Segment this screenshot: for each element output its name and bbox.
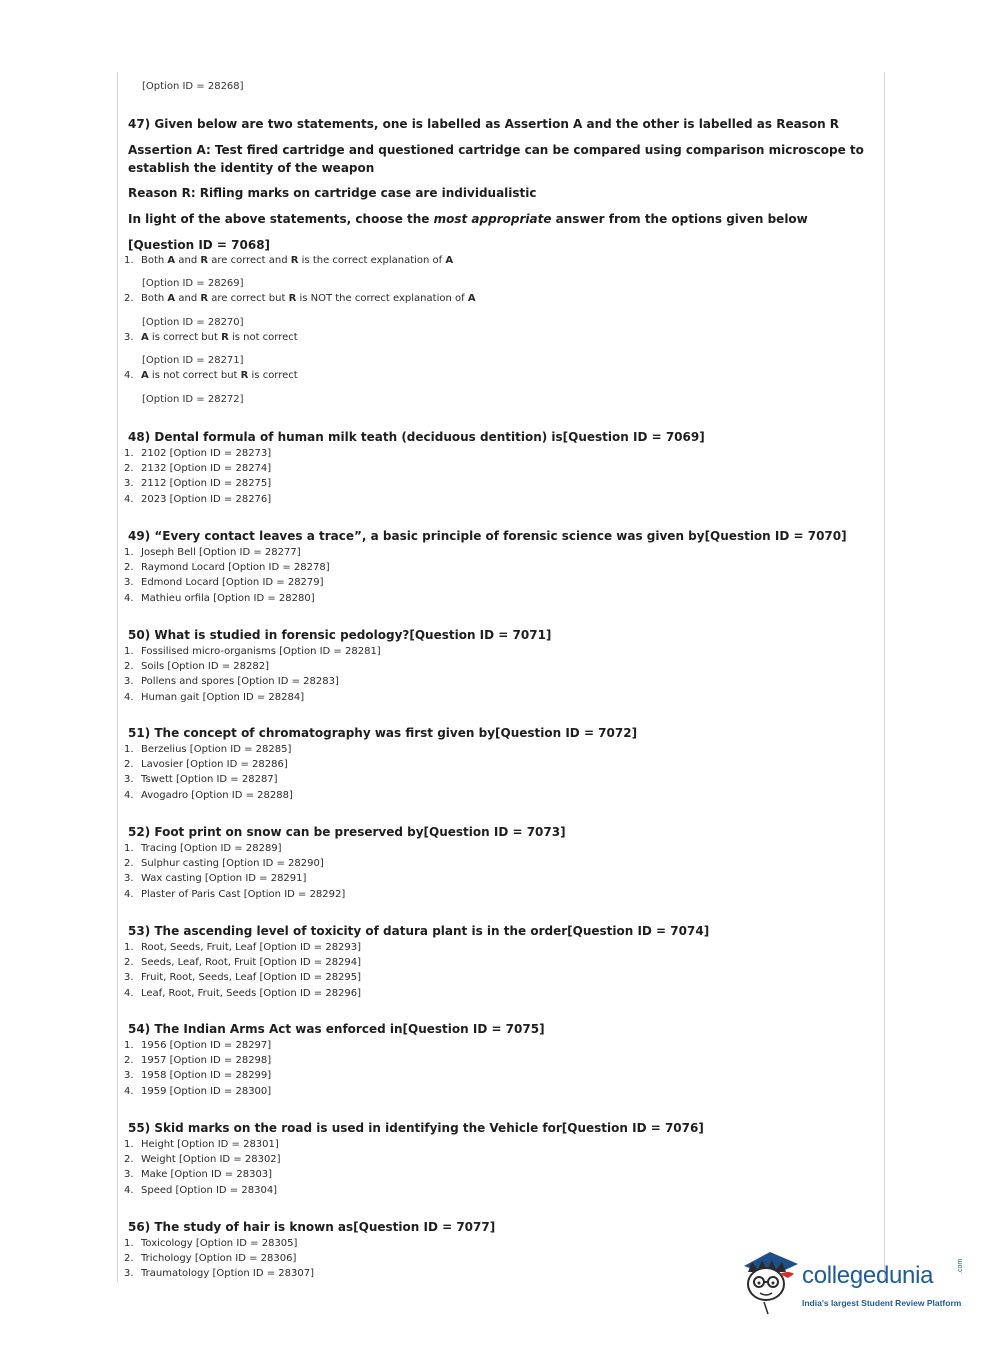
option-item: 1. 1956 [Option ID = 28297] (124, 1040, 272, 1051)
page-right-rule (884, 72, 885, 1282)
option-item: 4. 1959 [Option ID = 28300] (124, 1085, 272, 1097)
question-id: [Question ID = 7068] (128, 238, 271, 252)
option-item: 2. Soils [Option ID = 28282] (124, 661, 269, 673)
question-56-heading: 56) The study of hair is known as[Question ID = 7077] (128, 1220, 496, 1234)
option-item: 4. Leaf, Root, Fruit, Seeds [Option ID = 28296] (124, 987, 362, 999)
brand-domain: .com (957, 1258, 964, 1274)
option-item: 4. Avogadro [Option ID = 28288] (124, 789, 293, 801)
page-left-rule (117, 72, 118, 1282)
option-item: 3. A is correct but R is not correct (124, 332, 298, 343)
option-item: 3. 1958 [Option ID = 28299] (124, 1070, 272, 1082)
question-48-heading: 48) Dental formula of human milk teath (deciduous dentition) is[Question ID = 7069] (128, 430, 705, 444)
option-item: 3. Wax casting [Option ID = 28291] (124, 873, 307, 885)
option-item: 2. Both A and R are correct but R is NOT the correct explanation of A (124, 293, 476, 304)
option-item: 4. Plaster of Paris Cast [Option ID = 28292] (124, 888, 346, 900)
option-item: 2. Seeds, Leaf, Root, Fruit [Option ID = 28294] (124, 957, 362, 969)
option-item: 1. Joseph Bell [Option ID = 28277] (124, 547, 301, 558)
option-item: 3. Traumatology [Option ID = 28307] (124, 1268, 315, 1280)
option-id: [Option ID = 28272] (142, 394, 244, 405)
option-list (124, 446, 271, 507)
reason-text: Reason R: Rifling marks on cartridge case are individualistic (128, 186, 537, 200)
option-id: [Option ID = 28268] (142, 81, 244, 92)
question-53-heading: 53) The ascending level of toxicity of datura plant is in the order[Question ID = 7074] (128, 924, 710, 938)
option-item: 3. Edmond Locard [Option ID = 28279] (124, 577, 324, 589)
brand-name: collegedunia (802, 1262, 934, 1289)
option-item: 3. Fruit, Root, Seeds, Leaf [Option ID = 28295] (124, 972, 362, 984)
option-item: 4. 2023 [Option ID = 28276] (124, 493, 272, 505)
question-51-heading: 51) The concept of chromatography was first given by[Question ID = 7072] (128, 726, 638, 740)
option-item: 1. Berzelius [Option ID = 28285] (124, 744, 292, 755)
option-item: 4. A is not correct but R is correct (124, 370, 298, 381)
instruction-emphasis: most appropriate (433, 212, 552, 226)
option-item: 1. 2102 [Option ID = 28273] (124, 448, 272, 459)
option-item: 4. Human gait [Option ID = 28284] (124, 691, 305, 703)
option-item: 1. Root, Seeds, Fruit, Leaf [Option ID = 28293] (124, 942, 362, 953)
option-item: 4. Mathieu orfila [Option ID = 28280] (124, 592, 315, 604)
option-list (124, 1137, 281, 1198)
option-item: 3. Make [Option ID = 28303] (124, 1169, 273, 1181)
option-list (124, 940, 361, 1001)
option-item: 4. Speed [Option ID = 28304] (124, 1184, 278, 1196)
instruction-text: In light of the above statements, choose the most appropriate answer from the options given below (128, 212, 808, 226)
option-list (124, 644, 381, 705)
option-item: 1. Fossilised micro-organisms [Option ID = 28281] (124, 646, 381, 657)
option-list (124, 742, 293, 803)
option-item: 2. 2132 [Option ID = 28274] (124, 463, 272, 475)
assertion-text: Assertion A: Test fired cartridge and questioned cartridge can be compared using comparison microscope to establish the identity of the weapon (128, 143, 864, 175)
option-item: 1. Both A and R are correct and R is the correct explanation of A (124, 255, 454, 266)
option-item: 3. Pollens and spores [Option ID = 28283] (124, 676, 339, 688)
option-id: [Option ID = 28270] (142, 317, 244, 328)
option-item: 1. Tracing [Option ID = 28289] (124, 843, 282, 854)
question-52-heading: 52) Foot print on snow can be preserved by[Question ID = 7073] (128, 825, 566, 839)
brand-tagline: India's largest Student Review Platform (802, 1298, 962, 1308)
option-item: 2. Weight [Option ID = 28302] (124, 1154, 281, 1166)
question-50-heading: 50) What is studied in forensic pedology?[Question ID = 7071] (128, 628, 552, 642)
option-item: 1. Height [Option ID = 28301] (124, 1139, 279, 1150)
option-item: 3. 2112 [Option ID = 28275] (124, 478, 272, 490)
option-item: 1. Toxicology [Option ID = 28305] (124, 1238, 298, 1249)
question-47-heading: 47) Given below are two statements, one is labelled as Assertion A and the other is labelled as Reason R (128, 117, 840, 131)
option-item: 3. Tswett [Option ID = 28287] (124, 774, 278, 786)
option-item: 2. Lavosier [Option ID = 28286] (124, 759, 288, 771)
option-item: 2. Sulphur casting [Option ID = 28290] (124, 858, 324, 870)
option-item: 2. 1957 [Option ID = 28298] (124, 1055, 272, 1067)
option-list (124, 1236, 314, 1282)
question-54-heading: 54) The Indian Arms Act was enforced in[Question ID = 7075] (128, 1022, 545, 1036)
option-id: [Option ID = 28271] (142, 355, 244, 366)
option-item: 2. Trichology [Option ID = 28306] (124, 1253, 297, 1265)
option-list (124, 841, 345, 902)
option-item: 2. Raymond Locard [Option ID = 28278] (124, 562, 330, 574)
question-55-heading: 55) Skid marks on the road is used in identifying the Vehicle for[Question ID = 7076] (128, 1121, 704, 1135)
option-list (124, 545, 330, 606)
question-49-heading: 49) “Every contact leaves a trace”, a basic principle of forensic science was given by[Question ID = 7070] (128, 529, 847, 543)
option-id: [Option ID = 28269] (142, 278, 244, 289)
option-list (124, 1038, 271, 1099)
